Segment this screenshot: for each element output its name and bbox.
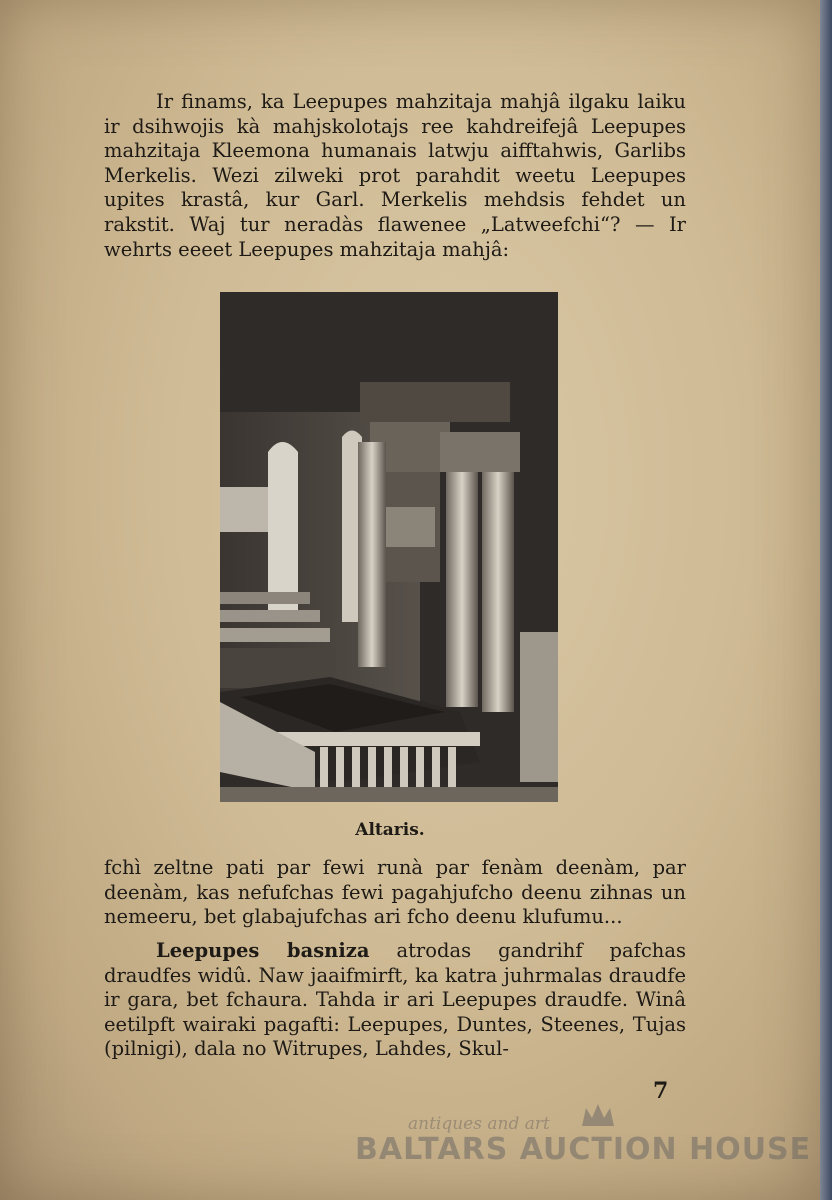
watermark-tagline: antiques and art [408, 1114, 550, 1134]
page-number: 7 [653, 1078, 669, 1104]
altar-photo [220, 292, 558, 802]
paragraph-2: fchì zeltne pati par fewi runà par fenàm deenàm, par deenàm, kas nefufchas fewi pagahjufcho deenu zihnas un nemeeru, bet glabajufchas ari fcho deenu klufumu... [104, 856, 686, 929]
paragraph-1 [104, 90, 686, 262]
paragraph-3-text: atrodas gandrihf pafchas draudfes widû. Naw jaaifmirft, ka katra juhrmalas draudfe ir gara, bet fchaura. Tahda ir ari Leepupes draudfe. Winâ eetilpft wairaki pagafti: Leepupes, Duntes, Steenes, Tujas (pilnigi), dala no Witrupes, Lahdes, Skul- [104, 939, 686, 1061]
background-edge [820, 0, 832, 1200]
paragraph-1-text: Ir finams, ka Leepupes mahzitaja mahjâ ilgaku laiku ir dsihwojis kà mahjskolotajs ree kahdreifejâ Leepupes mahzitaja Kleemona humanais latwju aifftahwis, Garlibs Merkelis. Wezi zilweki prot parahdit weetu Leepupes upites krastâ, kur Garl. Merkelis mehdsis fehdet un rakstit. Waj tur neradàs flawenee „Latweefchi“? — Ir wehrts eeeet Leepupes mahzitaja mahjâ: [104, 90, 686, 261]
crown-icon [580, 1102, 616, 1130]
watermark-brand: BALTARS AUCTION HOUSE [355, 1132, 812, 1167]
paragraph-3 [104, 939, 686, 1062]
photo-caption: Altaris. [355, 820, 425, 840]
paragraph-3-heading: Leepupes basniza [156, 939, 370, 962]
